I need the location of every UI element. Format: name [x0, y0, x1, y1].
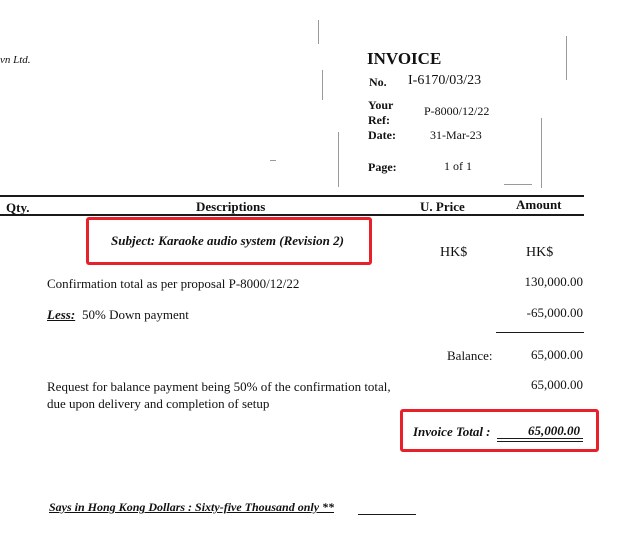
invoice-total-double-underline	[497, 441, 583, 442]
line-item-amount: 130,000.00	[524, 274, 583, 289]
scan-mark	[541, 118, 542, 188]
subject-line: Subject: Karaoke audio system (Revision 2)	[111, 233, 344, 248]
company-name-fragment: vn Ltd.	[0, 54, 31, 66]
header-amount: Amount	[516, 197, 562, 212]
request-line-1: Request for balance payment being 50% of the confirmation total,	[47, 379, 391, 394]
request-line-2: due upon delivery and completion of setup	[47, 396, 270, 411]
scan-mark	[504, 184, 532, 185]
currency-amount: HK$	[526, 245, 554, 260]
table-header-rule	[0, 214, 584, 216]
line-item-description: Confirmation total as per proposal P-8000/12/22	[47, 276, 300, 291]
currency-unit-price: HK$	[440, 245, 468, 260]
scan-mark	[566, 36, 567, 80]
line-item-amount: -65,000.00	[526, 305, 583, 320]
invoice-no-label: No.	[369, 75, 387, 89]
date-value: 31-Mar-23	[430, 128, 482, 142]
invoice-total-underline	[497, 438, 583, 439]
subtotal-rule	[496, 332, 584, 333]
invoice-no-value: I-6170/03/23	[408, 73, 482, 88]
date-label: Date:	[368, 128, 396, 142]
invoice-total-value: 65,000.00	[528, 423, 580, 438]
header-descriptions: Descriptions	[196, 199, 266, 214]
scan-mark	[270, 160, 276, 161]
page-label: Page:	[368, 160, 397, 174]
balance-value: 65,000.00	[531, 347, 583, 362]
page-value: 1 of 1	[444, 159, 472, 173]
table-top-rule	[0, 195, 584, 197]
line-item-description: 50% Down payment	[82, 307, 189, 322]
header-unit-price: U. Price	[420, 199, 465, 214]
invoice-total-label: Invoice Total :	[413, 424, 491, 439]
scan-mark	[318, 20, 319, 44]
your-ref-value: P-8000/12/22	[424, 104, 490, 118]
amount-in-words: Says in Hong Kong Dollars : Sixty-five Thousand only **	[49, 500, 335, 514]
your-ref-label-1: Your	[368, 98, 394, 112]
scan-mark	[322, 70, 323, 100]
invoice-title: INVOICE	[367, 49, 442, 68]
amount-in-words-rule	[358, 514, 416, 515]
header-qty: Qty.	[6, 200, 30, 215]
less-prefix: Less:	[47, 307, 76, 322]
scan-mark	[338, 132, 339, 187]
your-ref-label-2: Ref:	[368, 113, 390, 127]
balance-label: Balance:	[447, 348, 493, 363]
request-amount: 65,000.00	[531, 377, 583, 392]
